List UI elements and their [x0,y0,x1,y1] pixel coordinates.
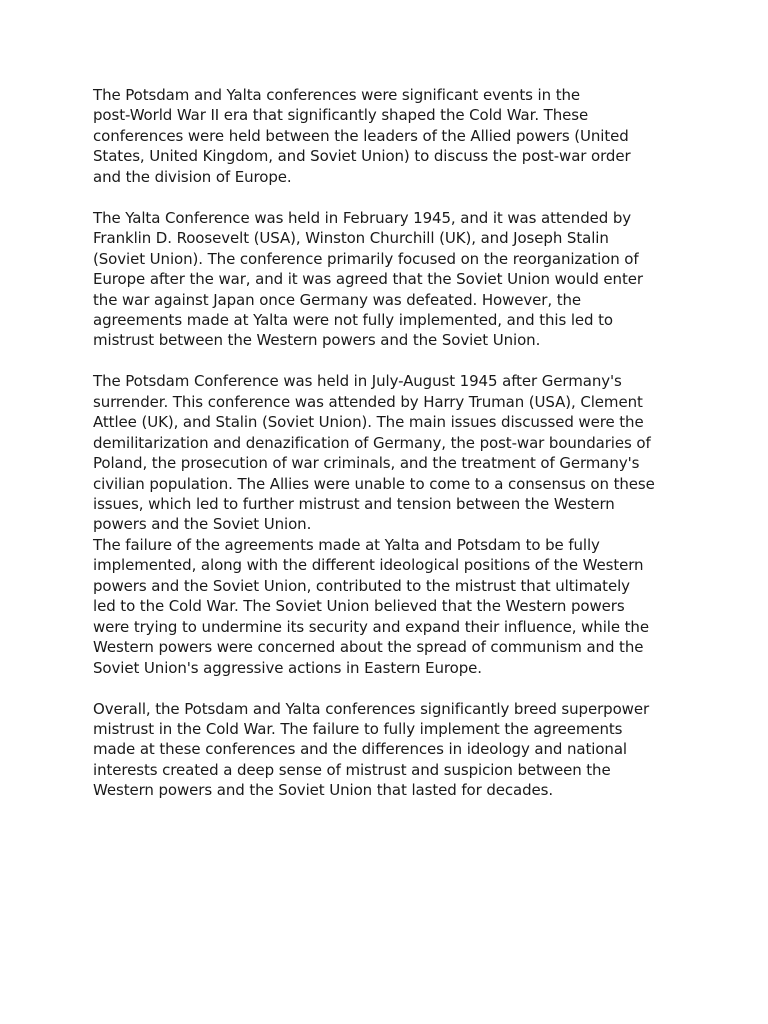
text-line: made at these conferences and the differences in ideology and national [93,740,627,759]
text-line: were trying to undermine its security and expand their influence, while the [93,617,649,636]
text-line: Soviet Union's aggressive actions in Eastern Europe. [93,658,482,677]
text-line: led to the Cold War. The Soviet Union believed that the Western powers [93,597,625,616]
text-line: demilitarization and denazification of Germany, the post-war boundaries of [93,433,651,452]
text-line: post-World War II era that significantly shaped the Cold War. These [93,106,589,125]
text-line: powers and the Soviet Union. [93,515,312,534]
text-line: conferences were held between the leaders of the Allied powers (United [93,126,629,145]
text-line: The Yalta Conference was held in February 1945, and it was attended by [93,208,632,227]
text-line: powers and the Soviet Union, contributed to the mistrust that ultimately [93,576,630,595]
text-line: Western powers and the Soviet Union that lasted for decades. [93,781,554,800]
paragraph-gap [93,351,683,371]
text-line: Overall, the Potsdam and Yalta conferences significantly breed superpower [93,699,650,718]
paragraph-yalta [93,208,683,351]
paragraph-failure [93,535,683,678]
text-line: mistrust in the Cold War. The failure to fully implement the agreements [93,720,623,738]
text-line: mistrust between the Western powers and the Soviet Union. [93,331,541,350]
text-line: interests created a deep sense of mistrust and suspicion between the [93,760,611,779]
text-line: agreements made at Yalta were not fully implemented, and this led to [93,310,613,329]
text-line: Franklin D. Roosevelt (USA), Winston Churchill (UK), and Joseph Stalin [93,229,609,248]
text-line: civilian population. The Allies were unable to come to a consensus on these [93,474,655,493]
text-line: Poland, the prosecution of war criminals, and the treatment of Germany's [93,454,640,473]
text-line: Western powers were concerned about the spread of communism and the [93,638,644,657]
text-line: (Soviet Union). The conference primarily focused on the reorganization of [93,249,639,268]
text-line: The Potsdam Conference was held in July-August 1945 after Germany's [93,372,622,391]
text-line: The failure of the agreements made at Yalta and Potsdam to be fully [93,535,600,554]
text-line: and the division of Europe. [93,167,292,186]
paragraph-intro [93,85,683,187]
paragraph-gap [93,187,683,207]
text-line: States, United Kingdom, and Soviet Union) to discuss the post-war order [93,147,631,166]
paragraph-potsdam [93,371,683,535]
text-line: the war against Japan once Germany was defeated. However, the [93,290,582,309]
text-line: The Potsdam and Yalta conferences were significant events in the [93,86,581,104]
paragraph-gap [93,678,683,698]
text-line: surrender. This conference was attended by Harry Truman (USA), Clement [93,392,643,411]
text-line: Europe after the war, and it was agreed that the Soviet Union would enter [93,270,643,289]
paragraph-conclusion [93,699,683,801]
document-body [93,85,683,801]
text-line: implemented, along with the different ideological positions of the Western [93,556,644,575]
text-line: issues, which led to further mistrust and tension between the Western [93,495,615,514]
text-line: Attlee (UK), and Stalin (Soviet Union). The main issues discussed were the [93,413,644,432]
